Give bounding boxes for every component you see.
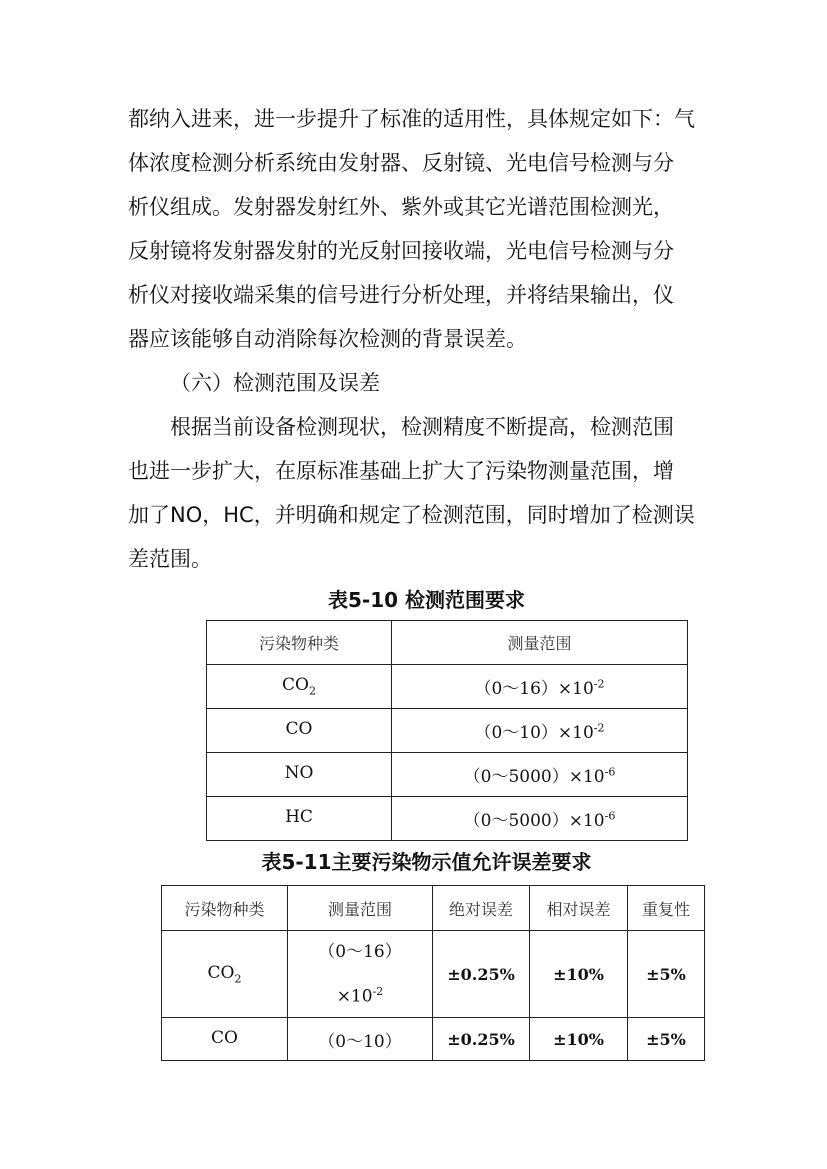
- pollutant-subscript: 2: [234, 972, 242, 986]
- range-exponent: -2: [593, 677, 605, 691]
- header-repeatability: 重复性: [628, 886, 705, 931]
- text-line: 也进一步扩大，在原标准基础上扩大了污染物测量范围，增: [128, 459, 674, 483]
- range-line: [288, 972, 432, 1017]
- pollutant-subscript: 2: [308, 684, 316, 698]
- header-relative-error: 相对误差: [530, 886, 628, 931]
- header-pollutant: 污染物种类: [207, 621, 392, 665]
- text-line: 差范围。: [128, 547, 212, 571]
- pollutant-name: CO: [207, 962, 235, 983]
- section-heading: [170, 361, 750, 405]
- header-range: 测量范围: [392, 621, 688, 665]
- text-line: 体浓度检测分析系统由发射器、反射镜、光电信号检测与分: [128, 151, 674, 175]
- range-exponent: -2: [372, 984, 384, 998]
- range-cell: [392, 709, 688, 753]
- pollutant-name: CO: [285, 719, 313, 740]
- error-requirements-table: [161, 885, 705, 1061]
- absolute-error-cell: ±0.25%: [433, 931, 530, 1018]
- range-value: （0～16）×10: [474, 679, 594, 699]
- range-line: （0～10）: [318, 1031, 402, 1052]
- pollutant-cell: [207, 665, 392, 709]
- pollutant-cell: [207, 797, 392, 841]
- text-line: 析仪组成。发射器发射红外、紫外或其它光谱范围检测光，: [128, 195, 674, 219]
- repeatability-cell: ±5%: [628, 1018, 705, 1061]
- range-value: （0～5000）×10: [463, 767, 605, 787]
- table-row: [162, 1018, 705, 1061]
- text-line: 根据当前设备检测现状，检测精度不断提高，检测范围: [170, 415, 674, 439]
- header-range: 测量范围: [288, 886, 433, 931]
- range-cell: [392, 665, 688, 709]
- text-line: 加了NO，HC，并明确和规定了检测范围，同时增加了检测误: [128, 503, 695, 527]
- pollutant-name: CO: [211, 1027, 238, 1048]
- paragraph-detection-system: [128, 97, 708, 361]
- pollutant-name: CO: [282, 675, 309, 696]
- range-exponent: -2: [593, 721, 605, 735]
- range-cell: [392, 797, 688, 841]
- paragraph-detection-range: [128, 405, 708, 581]
- table-header-row: [207, 621, 688, 665]
- absolute-error-cell: ±0.25%: [433, 1018, 530, 1061]
- text-line: 反射镜将发射器发射的光反射回接收端，光电信号检测与分: [128, 239, 674, 263]
- table-row: [162, 931, 705, 1018]
- table2-caption: 表5-11主要污染物示值允许误差要求: [261, 850, 592, 874]
- range-cell: [288, 1018, 433, 1061]
- header-absolute-error: 绝对误差: [433, 886, 530, 931]
- pollutant-cell: [207, 709, 392, 753]
- relative-error-cell: ±10%: [530, 1018, 628, 1061]
- table1-caption: 表5-10 检测范围要求: [327, 588, 525, 612]
- repeatability-cell: ±5%: [628, 931, 705, 1018]
- table-row: [207, 709, 688, 753]
- pollutant-name: NO: [284, 763, 314, 784]
- detection-range-table: [206, 620, 688, 841]
- text-line: 析仪对接收端采集的信号进行分析处理，并将结果输出，仪: [128, 283, 674, 307]
- section-heading-text: （六）检测范围及误差: [170, 371, 380, 395]
- range-cell: [288, 931, 433, 1018]
- range-exponent: -6: [604, 809, 616, 823]
- table-row: [207, 753, 688, 797]
- range-multiplier: ×10: [336, 986, 373, 1007]
- pollutant-cell: [162, 931, 288, 1018]
- header-pollutant: 污染物种类: [162, 886, 288, 931]
- range-exponent: -6: [604, 765, 616, 779]
- table-row: [207, 665, 688, 709]
- pollutant-cell: [207, 753, 392, 797]
- table-row: [207, 797, 688, 841]
- range-value: （0～10）×10: [474, 723, 594, 743]
- range-line: （0～16）: [318, 941, 402, 962]
- table-header-row: [162, 886, 705, 931]
- text-line: 器应该能够自动消除每次检测的背景误差。: [128, 327, 527, 351]
- range-cell: [392, 753, 688, 797]
- text-line: 都纳入进来，进一步提升了标准的适用性，具体规定如下：气: [128, 107, 695, 131]
- pollutant-name: HC: [285, 807, 313, 828]
- pollutant-cell: [162, 1018, 288, 1061]
- range-value: （0～5000）×10: [463, 811, 605, 831]
- relative-error-cell: ±10%: [530, 931, 628, 1018]
